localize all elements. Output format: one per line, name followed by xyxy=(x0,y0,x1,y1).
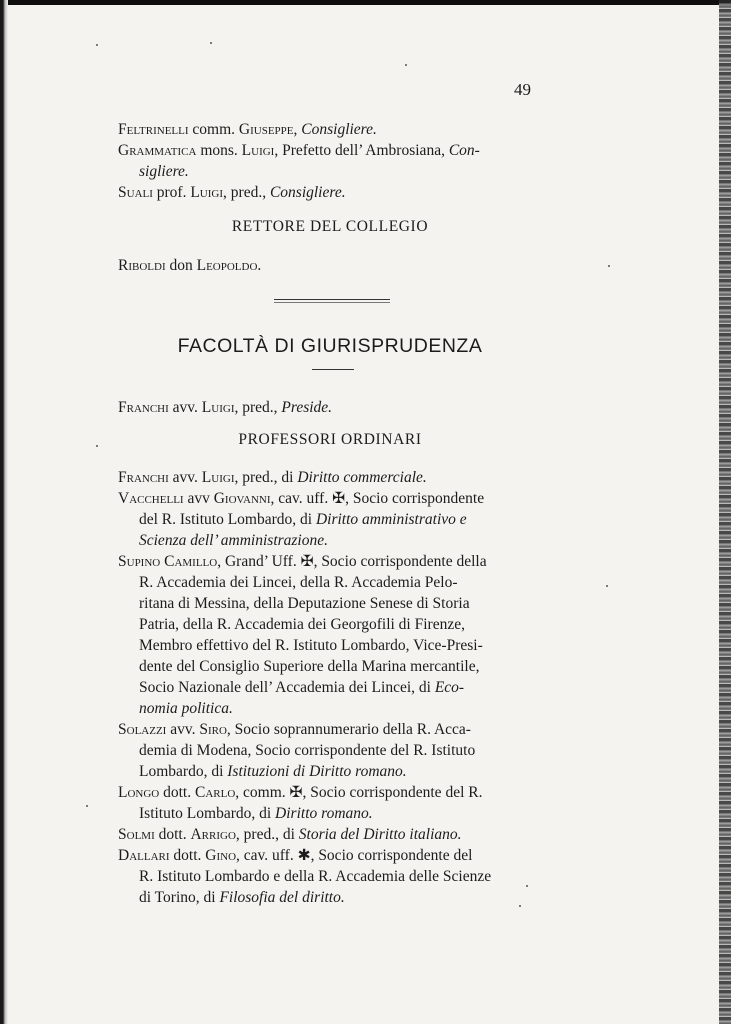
professor-entry-continuation: nomia politica. xyxy=(139,700,233,717)
professor-entry-continuation: Lombardo, di Istituzioni di Diritto romano. xyxy=(139,763,407,780)
preside-entry: Franchi avv. Luigi, pred., Preside. xyxy=(118,399,333,416)
professor-entry-continuation: Istituto Lombardo, di Diritto romano. xyxy=(139,805,373,822)
professor-entry: Longo dott. Carlo, comm. ✠, Socio corrispondente del R. xyxy=(118,784,483,801)
page-left-edge xyxy=(0,0,8,1024)
speck xyxy=(210,42,212,44)
council-entry-continuation: sigliere. xyxy=(139,163,189,180)
page-right-edge xyxy=(719,0,731,1024)
section-divider xyxy=(274,299,390,300)
faculty-title: FACOLTÀ DI GIURISPRUDENZA xyxy=(177,335,483,357)
page-top-edge xyxy=(0,0,731,5)
professor-entry-continuation: R. Accademia dei Lincei, della R. Accademia Pelo- xyxy=(139,574,458,591)
speck xyxy=(526,885,528,887)
council-entry: Suali prof. Luigi, pred., Consigliere. xyxy=(118,184,346,201)
professor-entry-continuation: R. Istituto Lombardo e della R. Accademia delle Scienze xyxy=(139,868,492,885)
rettore-entry: Riboldi don Leopoldo. xyxy=(118,257,262,274)
speck xyxy=(608,265,610,267)
professor-entry-continuation: dente del Consiglio Superiore della Marina mercantile, xyxy=(139,658,480,675)
professor-entry: Solmi dott. Arrigo, pred., di Storia del Diritto italiano. xyxy=(118,826,462,843)
title-underline xyxy=(312,369,354,370)
professor-entry-continuation: Scienza dell’ amministrazione. xyxy=(139,532,328,549)
professor-entry-continuation: Membro effettivo del R. Istituto Lombardo, Vice-Presi- xyxy=(139,637,483,654)
professor-entry-continuation: del R. Istituto Lombardo, di Diritto amministrativo e xyxy=(139,511,467,528)
professor-entry-continuation: Socio Nazionale dell’ Accademia dei Lincei, di Eco- xyxy=(139,679,465,696)
professor-entry: Dallari dott. Gino, cav. uff. ✱, Socio corrispondente del xyxy=(118,847,473,864)
section-heading-rettore: RETTORE DEL COLLEGIO xyxy=(231,218,429,235)
professor-entry-continuation: demia di Modena, Socio corrispondente del R. Istituto xyxy=(139,742,476,759)
professor-entry: Vacchelli avv Giovanni, cav. uff. ✠, Socio corrispondente xyxy=(118,490,485,507)
section-divider xyxy=(274,302,390,303)
speck xyxy=(606,585,608,587)
speck xyxy=(96,44,98,46)
professor-entry-continuation: di Torino, di Filosofia del diritto. xyxy=(139,889,345,906)
professor-entry: Franchi avv. Luigi, pred., di Diritto commerciale. xyxy=(118,469,427,486)
section-heading-professori: PROFESSORI ORDINARI xyxy=(238,431,422,448)
professor-entry-continuation: Patria, della R. Accademia dei Georgofili di Firenze, xyxy=(139,616,465,633)
speck xyxy=(519,905,521,907)
speck xyxy=(86,805,88,807)
council-entry: Grammatica mons. Luigi, Prefetto dell’ Ambrosiana, Con- xyxy=(118,142,480,159)
speck xyxy=(405,64,407,66)
page-number: 49 xyxy=(514,80,531,99)
professor-entry: Solazzi avv. Siro, Socio soprannumerario della R. Acca- xyxy=(118,721,471,738)
professor-entry-continuation: ritana di Messina, della Deputazione Senese di Storia xyxy=(139,595,470,612)
council-entry: Feltrinelli comm. Giuseppe, Consigliere. xyxy=(118,121,377,138)
professor-entry: Supino Camillo, Grand’ Uff. ✠, Socio corrispondente della xyxy=(118,553,487,570)
